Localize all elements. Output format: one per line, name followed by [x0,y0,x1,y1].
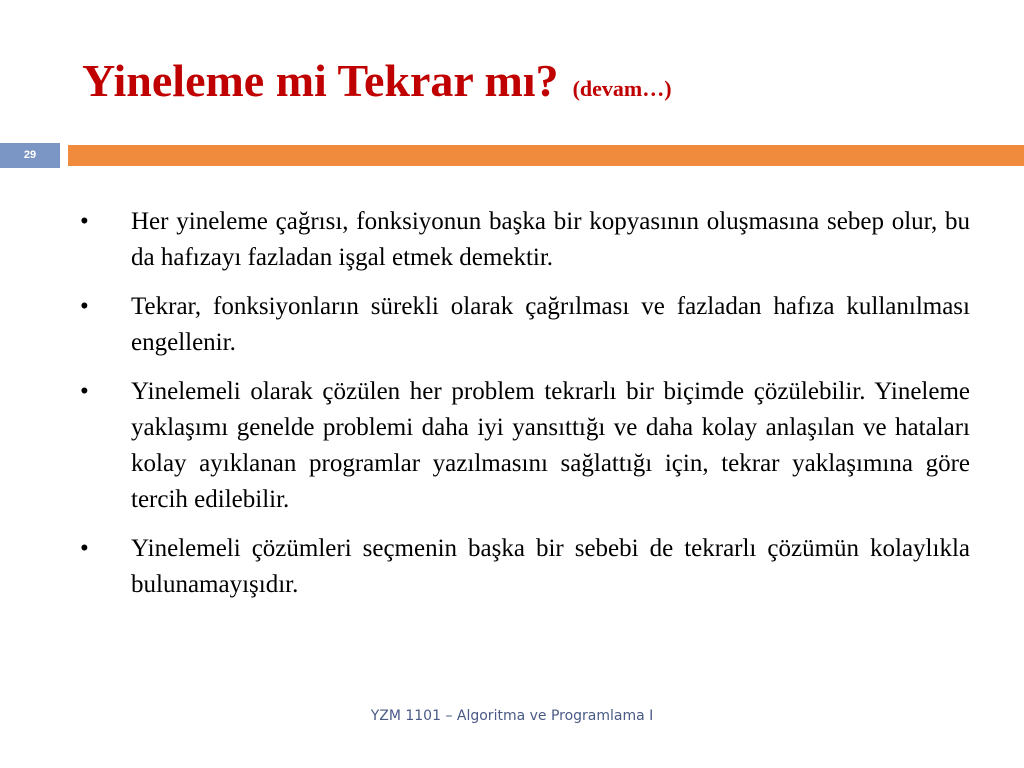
bullet-list [80,204,970,616]
bullet-item [80,289,970,361]
slide-number: 29 [0,143,60,168]
bullet-item [80,204,970,276]
bullet-text: Tekrar, fonksiyonların sürekli olarak çağrılması ve fazladan hafıza kullanılması engellenir. [131,293,970,356]
accent-bar [68,145,1024,166]
bullet-text: Yinelemeli çözümleri seçmenin başka bir sebebi de tekrarlı çözümün kolaylıkla bulunamayışıdır. [131,535,970,598]
slide-title [82,55,672,106]
slide-title-suffix: (devam…) [572,76,672,101]
bullet-text: Her yineleme çağrısı, fonksiyonun başka bir kopyasının oluşmasına sebep olur, bu da hafızayı fazladan işgal etmek demektir. [131,208,970,271]
bullet-dot-icon: • [80,208,89,235]
bullet-text: Yinelemeli olarak çözülen her problem tekrarlı bir biçimde çözülebilir. Yineleme yaklaşımı genelde problemi daha iyi yansıttığı ve daha kolay anlaşılan ve hataları kolay ayıklanan programlar yazılmasını sağlattığı için, tekrar yaklaşımına göre tercih edilebilir. [131,378,970,513]
slide-footer: YZM 1101 – Algoritma ve Programlama I [370,708,654,724]
bullet-dot-icon: • [80,535,89,562]
bullet-item [80,531,970,603]
bullet-dot-icon: • [80,293,89,320]
bullet-dot-icon: • [80,378,89,405]
bullet-item [80,374,970,518]
slide-title-main: Yineleme mi Tekrar mı? [82,55,559,106]
